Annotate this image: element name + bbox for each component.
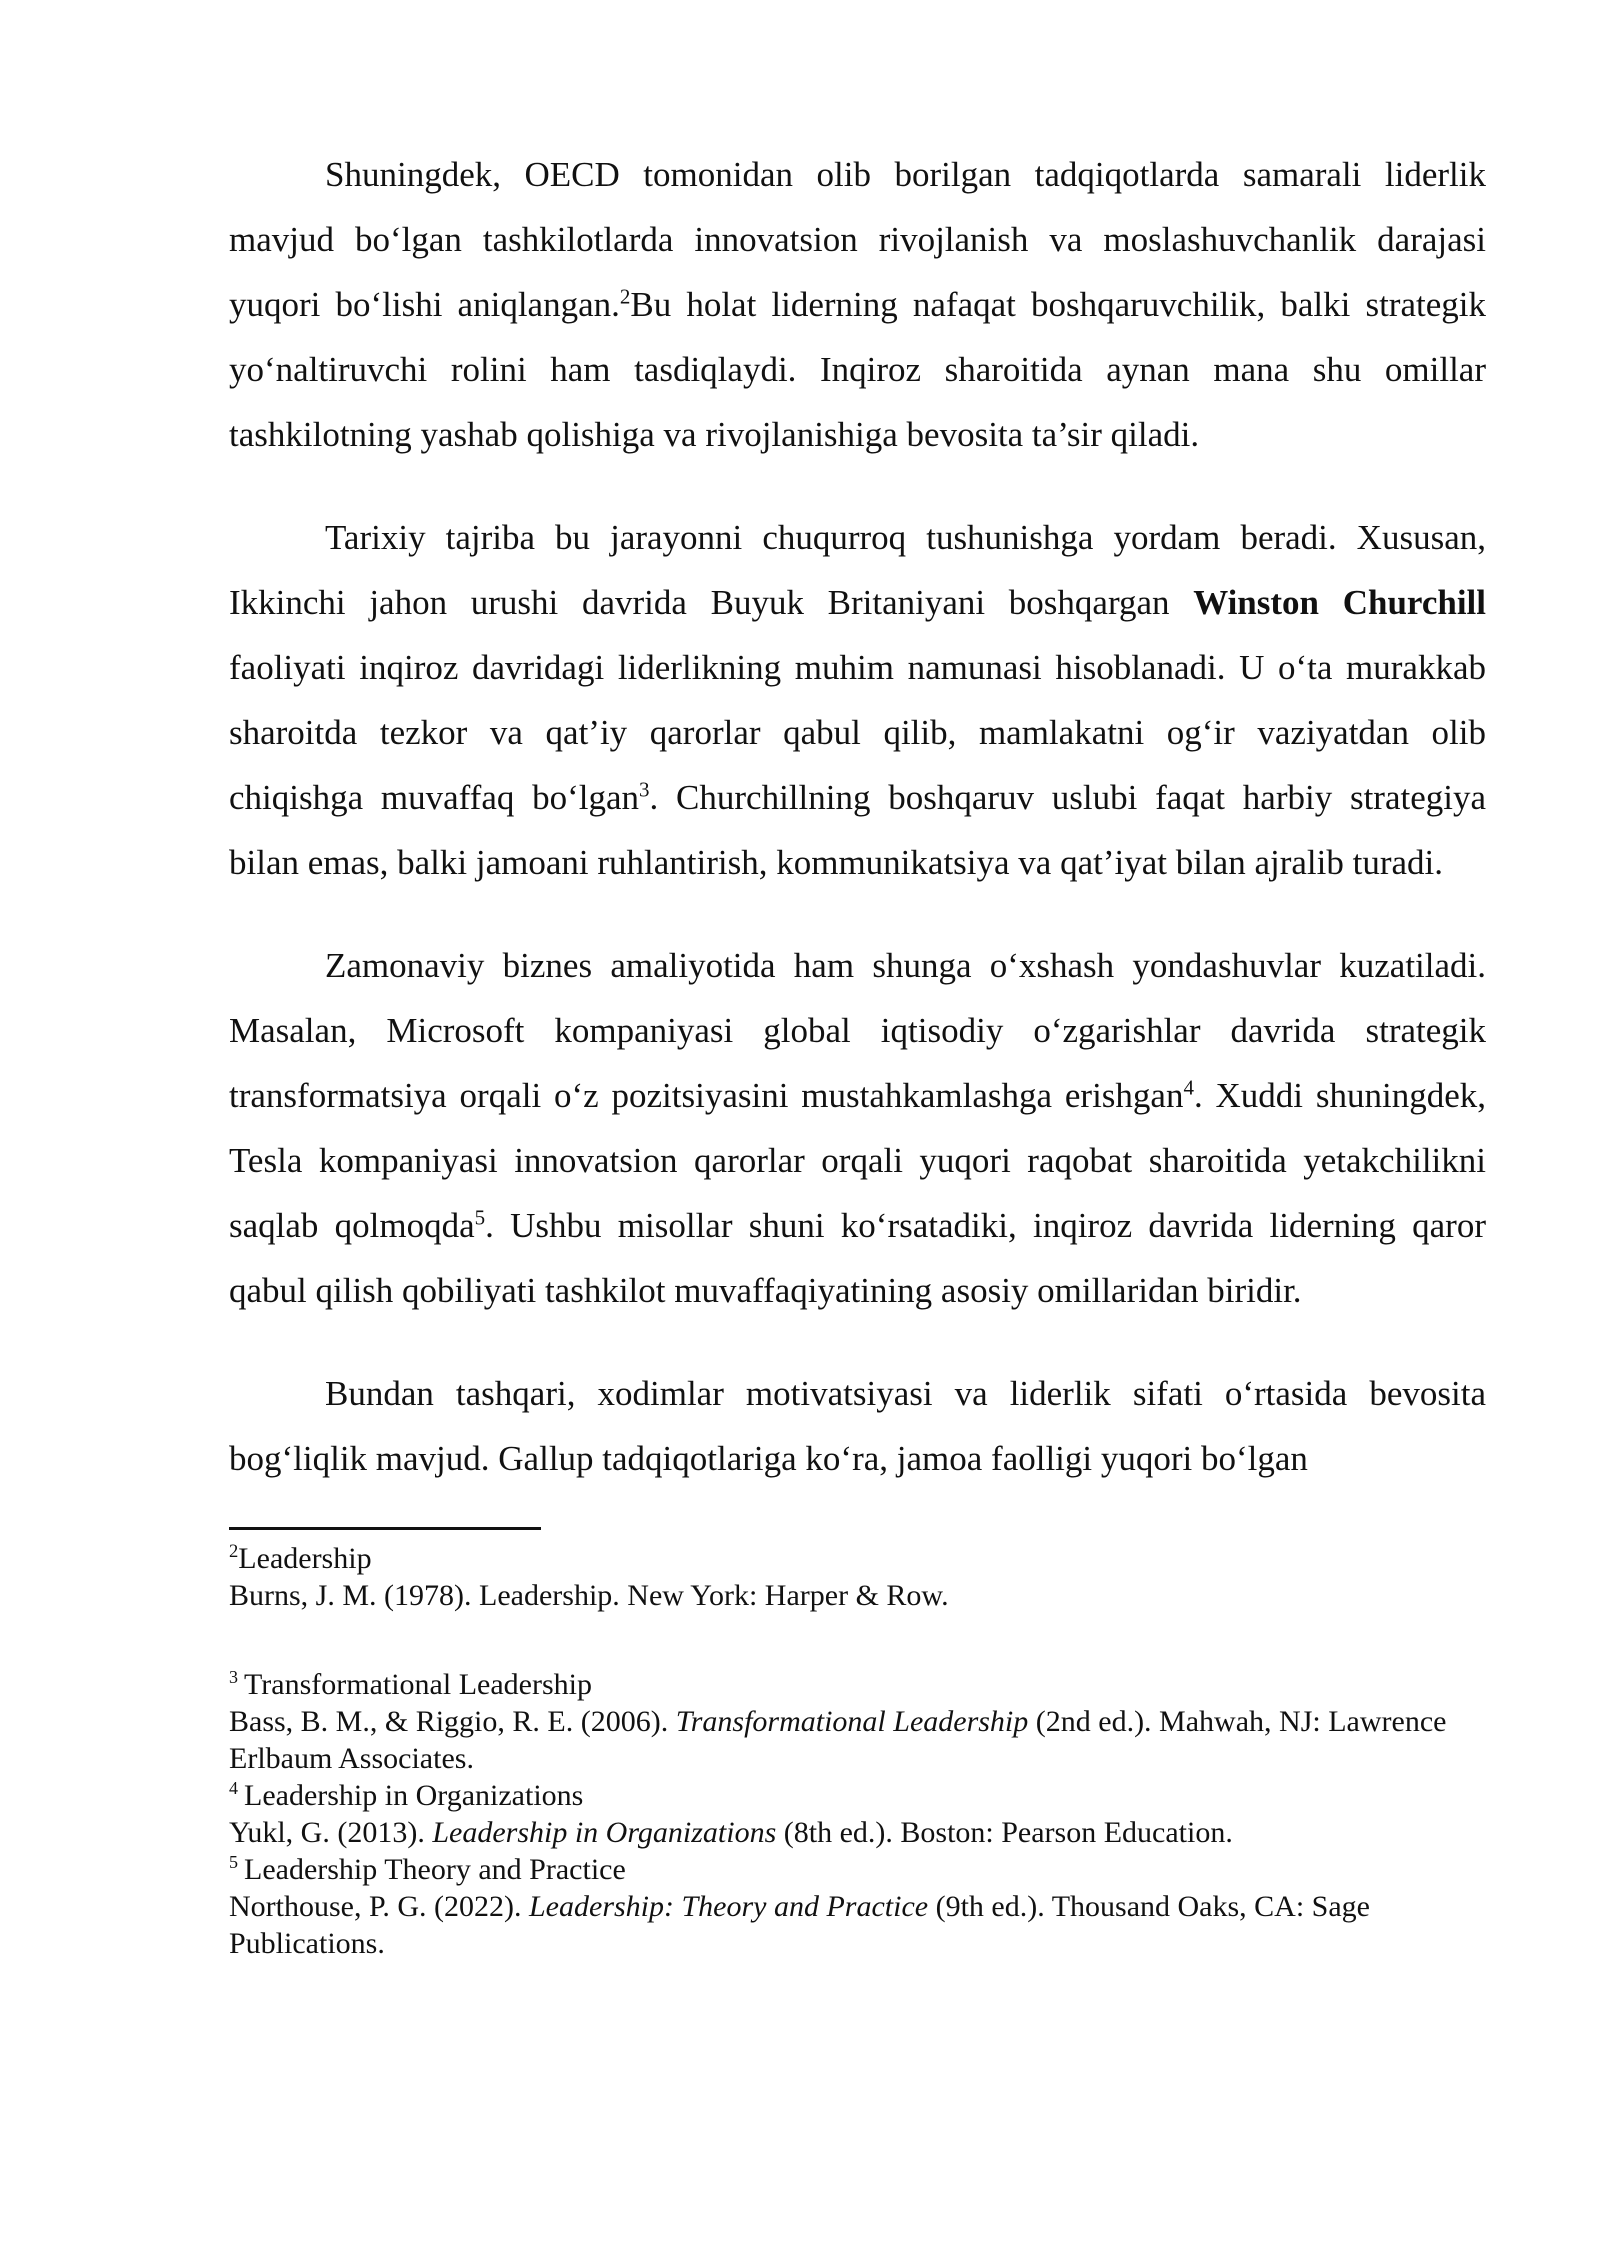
paragraph-2-text-b: faoliyati inqiroz davridagi liderlikning muhim namunasi hisoblanadi. U o‘ta murakkab sharoitda tezkor va qat’iy qarorlar qabul qilib, mamlakatni og‘ir vaziyatdan olib chiqishga muvaffaq bo‘lgan xyxy=(229,648,1486,817)
footnote-4-ref-publisher: (8th ed.). Boston: Pearson Education. xyxy=(776,1816,1233,1849)
footnote-ref-4[interactable]: 4 xyxy=(1183,1075,1194,1100)
footnote-2-title-text: Leadership xyxy=(238,1542,372,1575)
footnote-3-number: 3 xyxy=(229,1667,238,1687)
paragraph-3 xyxy=(229,933,1486,1323)
footnote-5-reference xyxy=(229,1888,1486,1962)
footnote-5-ref-author: Northouse, P. G. (2022). xyxy=(229,1890,529,1923)
footnote-5-number: 5 xyxy=(229,1852,238,1872)
paragraph-2-text-a: Tarixiy tajriba bu jarayonni chuqurroq tushunishga yordam beradi. Xususan, Ikkinchi jahon urushi davrida Buyuk Britaniyani boshqargan xyxy=(229,518,1486,622)
footnote-ref-3[interactable]: 3 xyxy=(639,777,650,802)
footnotes xyxy=(229,1540,1486,1962)
footnote-2-number: 2 xyxy=(229,1541,239,1562)
footnote-3-ref-book-title: Transformational Leadership xyxy=(675,1705,1029,1738)
footnote-4 xyxy=(229,1777,1486,1851)
footnote-4-reference xyxy=(229,1814,1486,1851)
footnote-4-title xyxy=(229,1777,1486,1814)
footnote-4-title-text: Leadership in Organizations xyxy=(244,1779,584,1812)
paragraph-1-text-b: Bu holat liderning nafaqat boshqaruvchilik, balki strategik yo‘naltiruvchi rolini ham tasdiqlaydi. Inqiroz sharoitida aynan mana shu omillar tashkilotning yashab qolishiga va rivojlanishiga bevosita ta’sir qiladi. xyxy=(229,285,1486,454)
footnote-4-number: 4 xyxy=(229,1778,238,1798)
footnote-2 xyxy=(229,1540,1486,1614)
footnote-separator xyxy=(229,1527,541,1530)
paragraph-1-text-a: Shuningdek, OECD tomonidan olib borilgan tadqiqotlarda samarali liderlik mavjud bo‘lgan tashkilotlarda innovatsion rivojlanish va moslashuvchanlik darajasi yuqori bo‘lishi aniqlangan. xyxy=(229,155,1486,324)
paragraph-2 xyxy=(229,505,1486,895)
footnote-4-ref-book-title: Leadership in Organizations xyxy=(432,1816,777,1849)
footnote-5-title-text: Leadership Theory and Practice xyxy=(244,1853,626,1886)
footnote-3-ref-author: Bass, B. M., & Riggio, R. E. (2006). xyxy=(229,1705,676,1738)
footnote-5 xyxy=(229,1851,1486,1962)
paragraph-2-text-c: . Churchillning boshqaruv uslubi faqat harbiy strategiya bilan emas, balki jamoani ruhlantirish, kommunikatsiya va qat’iyat bilan ajralib turadi. xyxy=(229,778,1486,882)
footnote-3-title xyxy=(229,1666,1486,1703)
footnote-gap xyxy=(229,1614,1486,1666)
footnote-3-ref-publisher: (2nd ed.). Mahwah, NJ: Lawrence Erlbaum Associates. xyxy=(229,1705,1447,1775)
footnote-3 xyxy=(229,1666,1486,1777)
footnote-2-reference: Burns, J. M. (1978). Leadership. New York: Harper & Row. xyxy=(229,1579,949,1612)
paragraph-1 xyxy=(229,142,1486,467)
paragraph-4-text-a: Bundan tashqari, xodimlar motivatsiyasi va liderlik sifati o‘rtasida bevosita bog‘liqlik mavjud. Gallup tadqiqotlariga ko‘ra, jamoa faolligi yuqori bo‘lgan xyxy=(229,1374,1486,1478)
footnote-ref-2[interactable]: 2 xyxy=(619,284,631,309)
paragraph-3-text-c: . Ushbu misollar shuni ko‘rsatadiki, inqiroz davrida liderning qaror qabul qilish qobiliyati tashkilot muvaffaqiyatining asosiy omillaridan biridir. xyxy=(229,1206,1486,1310)
footnote-ref-5[interactable]: 5 xyxy=(474,1205,486,1230)
paragraph-4 xyxy=(229,1361,1486,1491)
paragraph-3-text-a: Zamonaviy biznes amaliyotida ham shunga o‘xshash yondashuvlar kuzatiladi. Masalan, Microsoft kompaniyasi global iqtisodiy o‘zgarishlar davrida strategik transformatsiya orqali o‘z pozitsiyasini mustahkamlashga erishgan xyxy=(229,946,1486,1115)
paragraph-2-bold-name: Winston Churchill xyxy=(1193,583,1486,622)
footnote-5-ref-publisher: (9th ed.). Thousand Oaks, CA: Sage Publications. xyxy=(229,1890,1370,1960)
footnote-5-ref-book-title: Leadership: Theory and Practice xyxy=(529,1890,929,1923)
footnote-2-title xyxy=(229,1540,1486,1577)
footnote-5-title xyxy=(229,1851,1486,1888)
document-page xyxy=(229,142,1486,1962)
footnote-4-ref-author: Yukl, G. (2013). xyxy=(229,1816,433,1849)
footnote-3-reference xyxy=(229,1703,1486,1777)
paragraph-3-text-b: . Xuddi shuningdek, Tesla kompaniyasi innovatsion qarorlar orqali yuqori raqobat sharoitida yetakchilikni saqlab qolmoqda xyxy=(229,1076,1486,1245)
footnote-3-title-text: Transformational Leadership xyxy=(244,1668,592,1701)
